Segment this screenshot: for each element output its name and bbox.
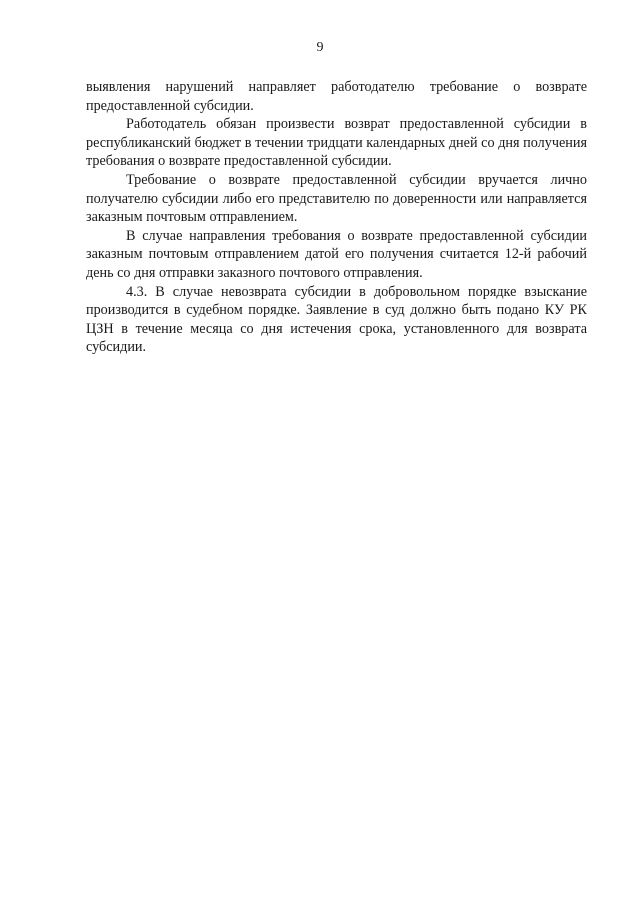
paragraph-delivery-method: Требование о возврате предоставленной субсидии вручается лично получателю субсидии либо его представителю по доверенности или направляется заказным почтовым отправлением. (86, 171, 587, 226)
paragraph-continuation: выявления нарушений направляет работодателю требование о возврате предоставленной субсидии. (86, 79, 587, 114)
paragraph-return-obligation: Работодатель обязан произвести возврат предоставленной субсидии в республиканский бюджет в течении тридцати календарных дней со дня получения требования о возврате предоставленной субсидии. (86, 116, 587, 170)
paragraph-court-recovery: 4.3. В случае невозврата субсидии в добровольном порядке взыскание производится в судебном порядке. Заявление в суд должно быть подано КУ РК ЦЗН в течение месяца со дня истечения срока, установленного для возврата субсидии. (86, 283, 587, 356)
page-number: 9 (316, 40, 324, 55)
document-body (86, 78, 587, 357)
paragraph-postal-receipt-date: В случае направления требования о возврате предоставленной субсидии заказным почтовым отправлением датой его получения считается 12-й рабочий день со дня отправки заказного почтового отправления. (86, 227, 587, 281)
